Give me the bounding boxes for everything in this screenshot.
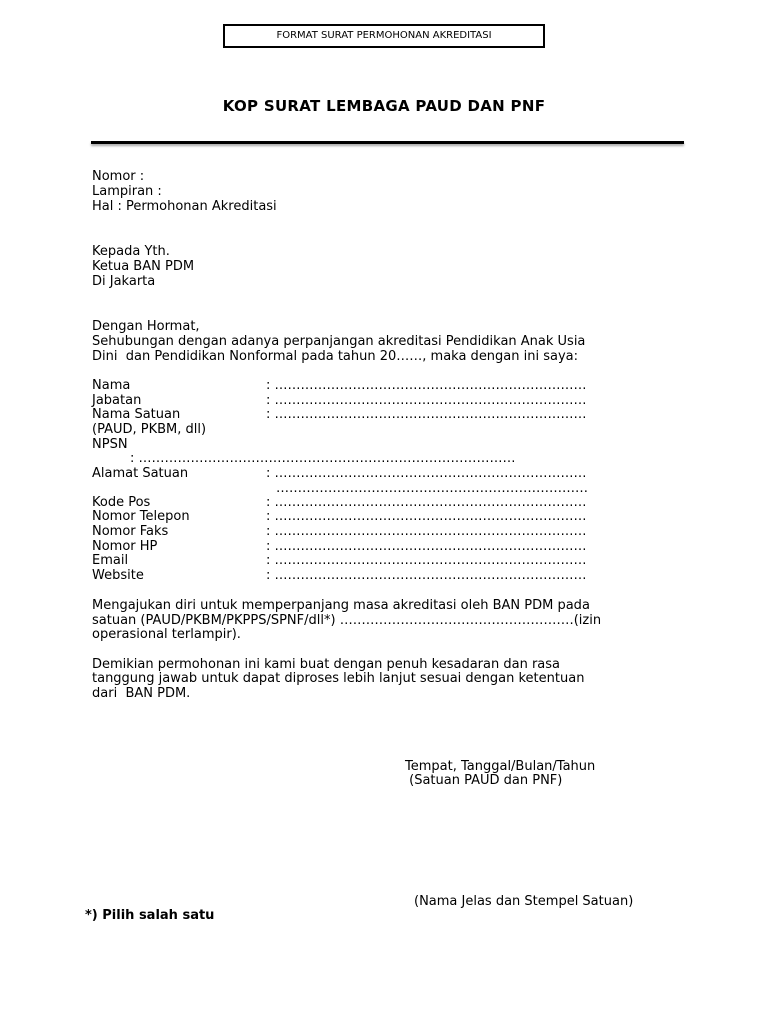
paragraph-2-line-3: dari BAN PDM. [92, 686, 191, 701]
field-fill-faks: : ……………………………………………………………… [266, 524, 587, 539]
footnote: *) Pilih salah satu [85, 908, 215, 923]
field-label-hp: Nomor HP [92, 539, 158, 554]
field-fill-alamat: : ……………………………………………………………… [266, 466, 587, 481]
lampiran-line: Lampiran : [92, 184, 162, 199]
signature-place-date: Tempat, Tanggal/Bulan/Tahun [405, 759, 596, 774]
field-label-email: Email [92, 553, 129, 568]
letterhead-rule [91, 141, 684, 144]
field-fill-npsn: : …………………………………………………………………………… [130, 451, 516, 466]
field-label-alamat: Alamat Satuan [92, 466, 189, 481]
opening-line-1: Sehubungan dengan adanya perpanjangan akreditasi Pendidikan Anak Usia [92, 334, 586, 349]
field-label-nama-satuan: Nama Satuan [92, 407, 181, 422]
field-fill-website: : ……………………………………………………………… [266, 568, 587, 583]
field-label-telepon: Nomor Telepon [92, 509, 190, 524]
field-label-kode-pos: Kode Pos [92, 495, 151, 510]
field-label-faks: Nomor Faks [92, 524, 169, 539]
field-note-nama-satuan: (PAUD, PKBM, dll) [92, 422, 207, 437]
paragraph-1-line-3: operasional terlampir). [92, 627, 241, 642]
letterhead-title: KOP SURAT LEMBAGA PAUD DAN PNF [222, 97, 546, 115]
recipient-line-3: Di Jakarta [92, 274, 156, 289]
greeting: Dengan Hormat, [92, 319, 200, 334]
signature-unit: (Satuan PAUD dan PNF) [405, 773, 563, 788]
field-fill-jabatan: : ……………………………………………………………… [266, 393, 587, 408]
field-fill-nama: : ……………………………………………………………… [266, 378, 587, 393]
field-label-npsn: NPSN [92, 437, 128, 452]
paragraph-1-line-1: Mengajukan diri untuk memperpanjang masa akreditasi oleh BAN PDM pada [92, 598, 590, 613]
paragraph-1-line-2: satuan (PAUD/PKBM/PKPPS/SPNF/dll*) ………………………………………………(izin [92, 613, 602, 628]
recipient-line-1: Kepada Yth. [92, 244, 170, 259]
nomor-line: Nomor : [92, 169, 145, 184]
field-fill-email: : ……………………………………………………………… [266, 553, 587, 568]
signature-name-stamp: (Nama Jelas dan Stempel Satuan) [414, 894, 634, 909]
opening-line-2: Dini dan Pendidikan Nonformal pada tahun 20……, maka dengan ini saya: [92, 349, 579, 364]
hal-line: Hal : Permohonan Akreditasi [92, 199, 277, 214]
field-fill-kode-pos: : ……………………………………………………………… [266, 495, 587, 510]
field-label-website: Website [92, 568, 144, 583]
paragraph-2-line-2: tanggung jawab untuk dapat diproses lebih lanjut sesuai dengan ketentuan [92, 671, 585, 686]
field-label-nama: Nama [92, 378, 131, 393]
field-label-jabatan: Jabatan [92, 393, 142, 408]
field-fill-telepon: : ……………………………………………………………… [266, 509, 587, 524]
recipient-line-2: Ketua BAN PDM [92, 259, 195, 274]
field-fill-alamat-cont: ……………………………………………………………… [276, 481, 588, 496]
field-fill-hp: : ……………………………………………………………… [266, 539, 587, 554]
paragraph-2-line-1: Demikian permohonan ini kami buat dengan penuh kesadaran dan rasa [92, 657, 560, 672]
field-fill-nama-satuan: : ……………………………………………………………… [266, 407, 587, 422]
format-label-box: FORMAT SURAT PERMOHONAN AKREDITASI [223, 24, 545, 48]
